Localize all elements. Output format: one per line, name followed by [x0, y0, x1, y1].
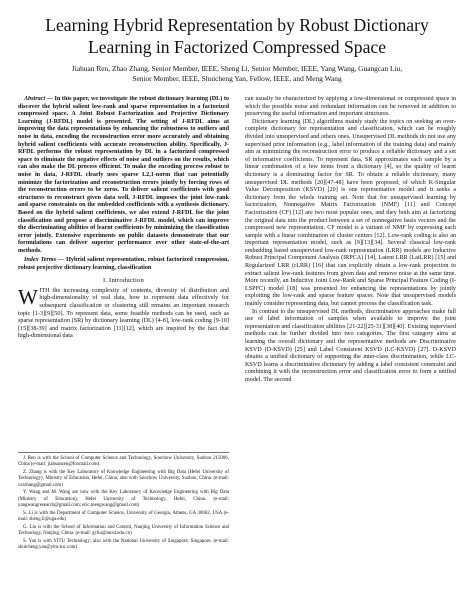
- body-paragraph: can usually be characterized by applying a low-dimensional or compressed space in which the possible noise and redundant information can be removed in addition to preserving the useful information and important structures.: [245, 96, 456, 118]
- index-terms-label: Index Terms: [24, 256, 57, 263]
- introduction: [18, 284, 229, 341]
- index-terms: [18, 257, 229, 272]
- footnotes: [18, 452, 229, 553]
- index-terms-text: — Hybrid salient representation, robust factorized compression, robust projective dictionary learning, classification: [18, 256, 229, 271]
- footnote: J. Ren is with the School of Computer Science and Technology, Soochow University, Suzhou 215006, China (e-mail: jiahuanren@foxmail.com).: [18, 456, 229, 468]
- drop-cap: W: [18, 284, 38, 309]
- author-line-2: Senior Member, IEEE, Shuicheng Yan, Fellow, IEEE, and Meng Wang: [132, 74, 342, 83]
- abstract-text: — In this paper, we investigate the robust dictionary learning (DL) to discover the hybrid salient low-rank and sparse representation in a factorized compressed space. A Joint Robust Factorization and Projective Dictionary Learning (J-RFDL) model is presented. The setting of J-RFDL aims at improving the data representations by enhancing the robustness to outliers and noise in data, encoding the reconstruction error more accurately and obtaining hybrid salient coefficients with accurate reconstruction ability. Specifically, J-RFDL performs the robust representation by DL in a factorized compressed space to eliminate the negative effects of noise and outliers on the results, which can also make the DL process efficient. To make the encoding process robust to noise in data, J-RFDL clearly uses sparse L2,1-norm that can potentially minimize the factorization and reconstruction errors jointly by forcing rows of the reconstruction errors to be zeros. To deliver salient coefficients with good structures to reconstruct given data well, J-RFDL imposes the joint low-rank and sparse constraints on the embedded coefficients with a synthesis dictionary. Based on the hybrid salient coefficients, we also extend J-RFDL for the joint classification and propose a discriminative J-RFDL model, which can improve the discriminating abilities of learnt coefficients by minimizing the classification error jointly. Extensive experiments on public datasets demonstrate that our formulations can deliver superior performance over other state-of-the-art methods.: [18, 96, 229, 254]
- abstract-label: Abstract: [24, 96, 46, 102]
- intro-paragraph: [18, 284, 229, 341]
- right-column: [245, 96, 456, 606]
- footnote: Z. Zhang is with the Key Laboratory of Knowledge Engineering with Big Data (Hefei University of Technology), Ministry of Education, Hefei, China; also with Soochow University, Suzhou, China. (e-mail: cszzhang@gmail.com): [18, 470, 229, 488]
- paper-title: Learning Hybrid Representation by Robust Dictionary Learning in Factorized Compressed Space: [45, 15, 429, 57]
- author-line-1: Jiahuan Ren, Zhao Zhang, Senior Member, IEEE, Sheng Li, Senior Member, IEEE, Yang Wang, Guangcan Liu,: [71, 64, 403, 73]
- footnote: G. Liu is with the School of Information and Control, Nanjing University of Information Science and Technology, Nanjing, China. (e-mail: gcliu@nuist.edu.cn): [18, 524, 229, 537]
- section-heading-introduction: I. Introduction: [102, 277, 145, 285]
- footnote: Y. Wang and M. Wang are now with the Key Laboratory of Knowledge Engineering with Big Data (Ministry of Education), Hefei University of Technology, Hefei, China. (e-mail: yangwangresearch@gmail.com; eric.mengwang@gmail.com): [18, 490, 229, 509]
- intro-text: ITH the increasing complexity of contents, diversity of distribution and high-dimensionality of real data, how to represent data effectively for subsequent classification or clustering still remains an important research topic [1-3][9][50]. To represent data, some feasible methods can be used, such as sparse representation (SR) by dictionary learning (DL) [4-8], low-rank coding [9-10][15][38-39] and matrix factorization [11][12], which are inspired by the fact that high-dimensional data: [18, 287, 229, 340]
- footnote: S. Li is with the Department of Computer Science, University of Georgia, Athens, GA 30602, USA (e-mail: sheng.li@uga.edu): [18, 510, 229, 523]
- abstract: [18, 96, 229, 255]
- footnote: S. Yan is with YITU Technology; also with the National University of Singapore, Singapore. (e-mail: shuicheng.yan@yitu-inc.com): [18, 538, 229, 551]
- author-list: [22, 64, 452, 84]
- body-paragraph: Dictionary learning (DL) algorithms mainly study the topics on seeking an over-complete dictionary for representation and classification, which can be roughly divided into unsupervised and others ones. Unsupervised DL methods do not use any supervised prior information (e.g., label information of the training data) and mainly aim at minimizing the reconstruction error to produce a reliable dictionary and a set of informative coefficients. To represent data, SR approximates each sample by a linear combination of a few items from a dictionary [4], so the quality of learnt dictionary is a dominating factor for SR. To obtain a reliable dictionary, many unsupervised DL methods [20][47-48] have been proposed, of which K-Singular Value Decomposition (KSVD) [20] is one representative model and it seeks a dictionary from the whole training set. Note that for unsupervised learning by factorization, Nonnegative Matrix Factorization (NMF) [11] and Concept Factorization (CF) [12] are two most popular ones, and they both aim at factorizing the original data into the product between a set of nonnegative basis vectors and the compressed new representation. CF model is a variant of NMF by expressing each sample with a linear combination of cluster centers [12]. Low-rank coding is also an important representation model, such as [9][13][34]. Several classical low-rank embedding based unsupervised low-rank representation (LRR) models are Inductive Robust Principal Component Analysis (IRPCA) [14], Latent LRR (LatLRR) [15] and Regularized LRR (rLRR) [16] that can explicitly obtain a low-rank projection to extract salient low-rank features from given data and remove noise at the same time. More recently, an Inductive Joint Low-Rank and Sparse Principal Feature Coding (I-LSPFC) model [18] was presented for enhancing the representations by jointly exploiting the low-rank and sparse feature spaces. Note that unsupervised models mainly consider representing data, but cannot process the classification task.: [245, 118, 456, 308]
- body-paragraph: In contrast to the unsupervised DL methods, discriminative approaches make full use of label information of samples when available to improve the joint representation and classification abilities [21-22][25-31][38][40]. Existing supervised methods can be further divided into two categories. The first category aims at learning the overall dictionary and the representative methods are Discriminative KSVD (D-KSVD) [25] and Label Consistent KSVD (LC-KSVD) [27]. D-KSVD obtains a unified dictionary of supporting the inter-class discrimination, while LC-KSVD learns a discriminative dictionary by adding a label consistent constraint and combining it with the reconstruction error and classification error to form a unified model. The second: [245, 308, 456, 383]
